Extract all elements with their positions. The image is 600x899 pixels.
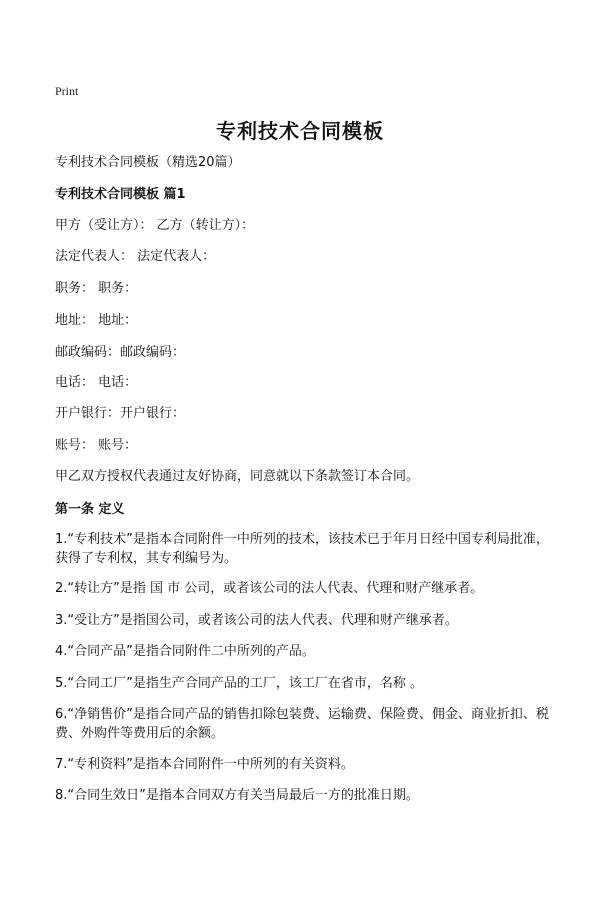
clause-6: 6.“净销售价”是指合同产品的销售扣除包装费、运输费、保险费、佣金、商业折扣、税费、外购件等费用后的余额。: [55, 707, 549, 741]
field-party-names: 甲方（受让方）： 乙方（转让方）：: [55, 218, 255, 233]
document-subtitle: 专利技术合同模板（精选20篇）: [55, 155, 241, 170]
clause-8: 8.“合同生效日”是指本合同双方有关当局最后一方的批准日期。: [55, 788, 419, 803]
field-phone: 电话： 电话：: [55, 375, 138, 390]
clause-4: 4.“合同产品”是指合同附件二中所列的产品。: [55, 644, 315, 659]
document-title: 专利技术合同模板: [216, 119, 384, 143]
field-postal-code: 邮政编码：邮政编码：: [55, 345, 186, 360]
article-heading: 第一条 定义: [55, 502, 125, 517]
field-bank: 开户银行：开户银行：: [55, 406, 186, 421]
field-legal-representative: 法定代表人： 法定代表人：: [55, 249, 216, 264]
clause-1: 1.“专利技术”是指本合同附件一中所列的技术，该技术已于年月日经中国专利局批准，获得了专利权，其专利编号为。: [55, 532, 549, 566]
print-label: Print: [55, 84, 79, 98]
clause-5: 5.“合同工厂”是指生产合同产品的工厂，该工厂在省市，名称 。: [55, 676, 424, 691]
clause-2: 2.“转让方”是指 国 市 公司，或者该公司的法人代表、代理和财产继承者。: [55, 581, 484, 596]
field-address: 地址： 地址：: [55, 313, 138, 328]
intro-paragraph: 甲乙双方授权代表通过友好协商，同意就以下条款签订本合同。: [55, 469, 420, 484]
clause-7: 7.“专利资料”是指本合同附件一中所列的有关资料。: [55, 757, 354, 772]
field-position: 职务： 职务：: [55, 281, 138, 296]
field-account: 账号： 账号：: [55, 438, 138, 453]
section-heading: 专利技术合同模板 篇1: [55, 187, 186, 202]
clause-3: 3.“受让方”是指国公司，或者该公司的法人代表、代理和财产继承者。: [55, 613, 458, 628]
